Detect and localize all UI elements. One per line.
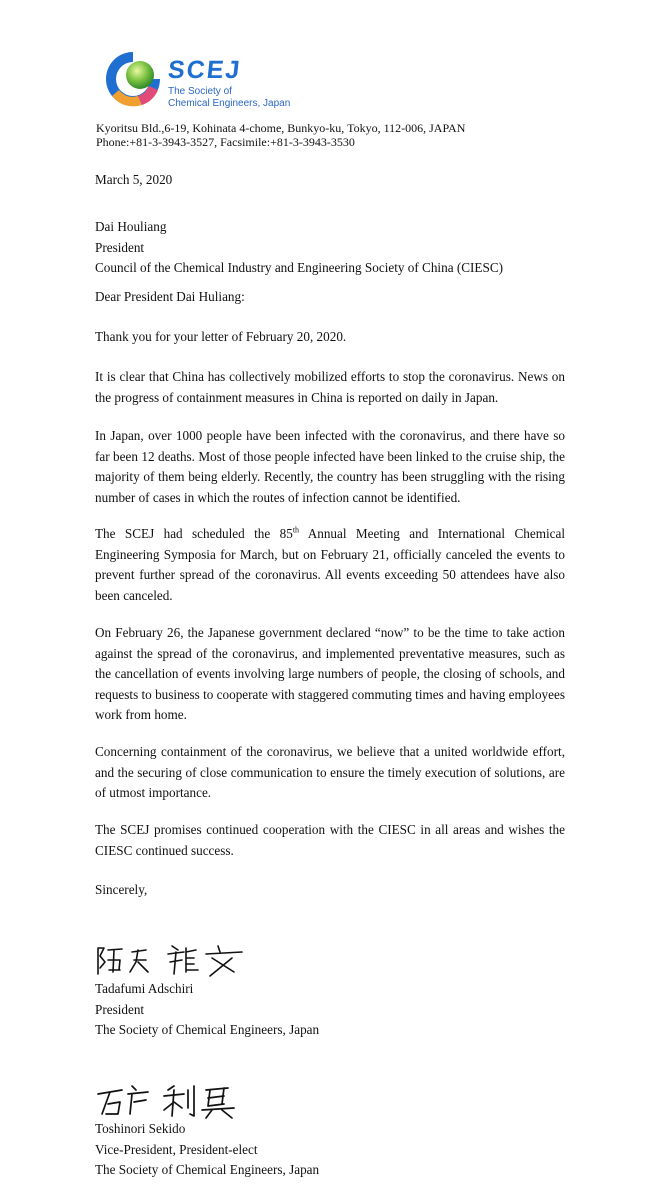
scej-logo-mark-icon (102, 48, 164, 110)
recipient-name: Dai Houliang (95, 219, 167, 234)
body-paragraph-3: In Japan, over 1000 people have been infected with the coronavirus, and there have so far been 12 deaths. Most of those people infected have been linked to the cruise ship, the majority of them being elderly. Recently, the country has been struggling with the rising number of cases in which the routes of infection cannot be identified. (95, 428, 565, 505)
signatory-2-name: Toshinori Sekido (95, 1121, 186, 1136)
logo-wordmark: SCEJ (166, 56, 243, 84)
logo-subtitle (168, 86, 290, 110)
logo-subtitle-line1: The Society of (168, 86, 232, 97)
closing: Sincerely, (95, 882, 148, 897)
signature-1-handwriting (94, 940, 254, 980)
signatory-1-org: The Society of Chemical Engineers, Japan (95, 1022, 320, 1037)
body-paragraph-7: The SCEJ promises continued cooperation with the CIESC in all areas and wishes the CIESC continued success. (95, 822, 565, 858)
signatory-2-org: The Society of Chemical Engineers, Japan (95, 1162, 320, 1177)
p4-ordinal-suffix: th (292, 525, 300, 535)
recipient-block (95, 217, 503, 279)
letter-date: March 5, 2020 (95, 172, 173, 187)
logo-subtitle-line2: Chemical Engineers, Japan (168, 98, 291, 109)
p4-text-start: The SCEJ had scheduled the 85 (95, 526, 293, 541)
signatory-2-title: Vice-President, President-elect (95, 1141, 258, 1157)
body-paragraph-5: On February 26, the Japanese government declared “now” to be the time to take action against the spread of the coronavirus, and implemented preventative measures, such as the cancellation of events involving large numbers of people, the closing of schools, and requests to business to cooperate with staggered commuting times and having employees work from home. (95, 625, 565, 722)
body-paragraph-2: It is clear that China has collectively mobilized efforts to stop the coronavirus. News on the progress of containment measures in China is reported on daily in Japan. (95, 369, 565, 405)
address-line: Kyoritsu Bld.,6-19, Kohinata 4-chome, Bunkyo-ku, Tokyo, 112-006, JAPAN (96, 121, 466, 135)
body-paragraph-4 (95, 524, 565, 606)
salutation: Dear President Dai Huliang: (95, 289, 245, 304)
recipient-title: President (95, 239, 145, 255)
signatory-2-block (95, 1119, 319, 1181)
recipient-org: Council of the Chemical Industry and Engineering Society of China (CIESC) (95, 260, 504, 275)
signatory-1-title: President (95, 1001, 145, 1017)
signature-2-handwriting (94, 1080, 244, 1120)
body-paragraph-6: Concerning containment of the coronavirus, we believe that a united worldwide effort, and the securing of close communication to ensure the timely execution of solutions, are of utmost importance. (95, 744, 565, 800)
scej-logo (102, 48, 292, 118)
letterhead-address (96, 121, 465, 149)
signatory-1-block (95, 979, 319, 1041)
p4-text-rest: Annual Meeting and International Chemical Engineering Symposia for March, but on February 21, officially canceled the events to prevent further spread of the coronavirus. All events exceeding 50 attendees have also been canceled. (95, 526, 565, 603)
body-paragraph-1: Thank you for your letter of February 20, 2020. (95, 329, 347, 344)
phone-line: Phone:+81-3-3943-3527, Facsimile:+81-3-3943-3530 (96, 135, 355, 149)
signatory-1-name: Tadafumi Adschiri (95, 981, 194, 996)
